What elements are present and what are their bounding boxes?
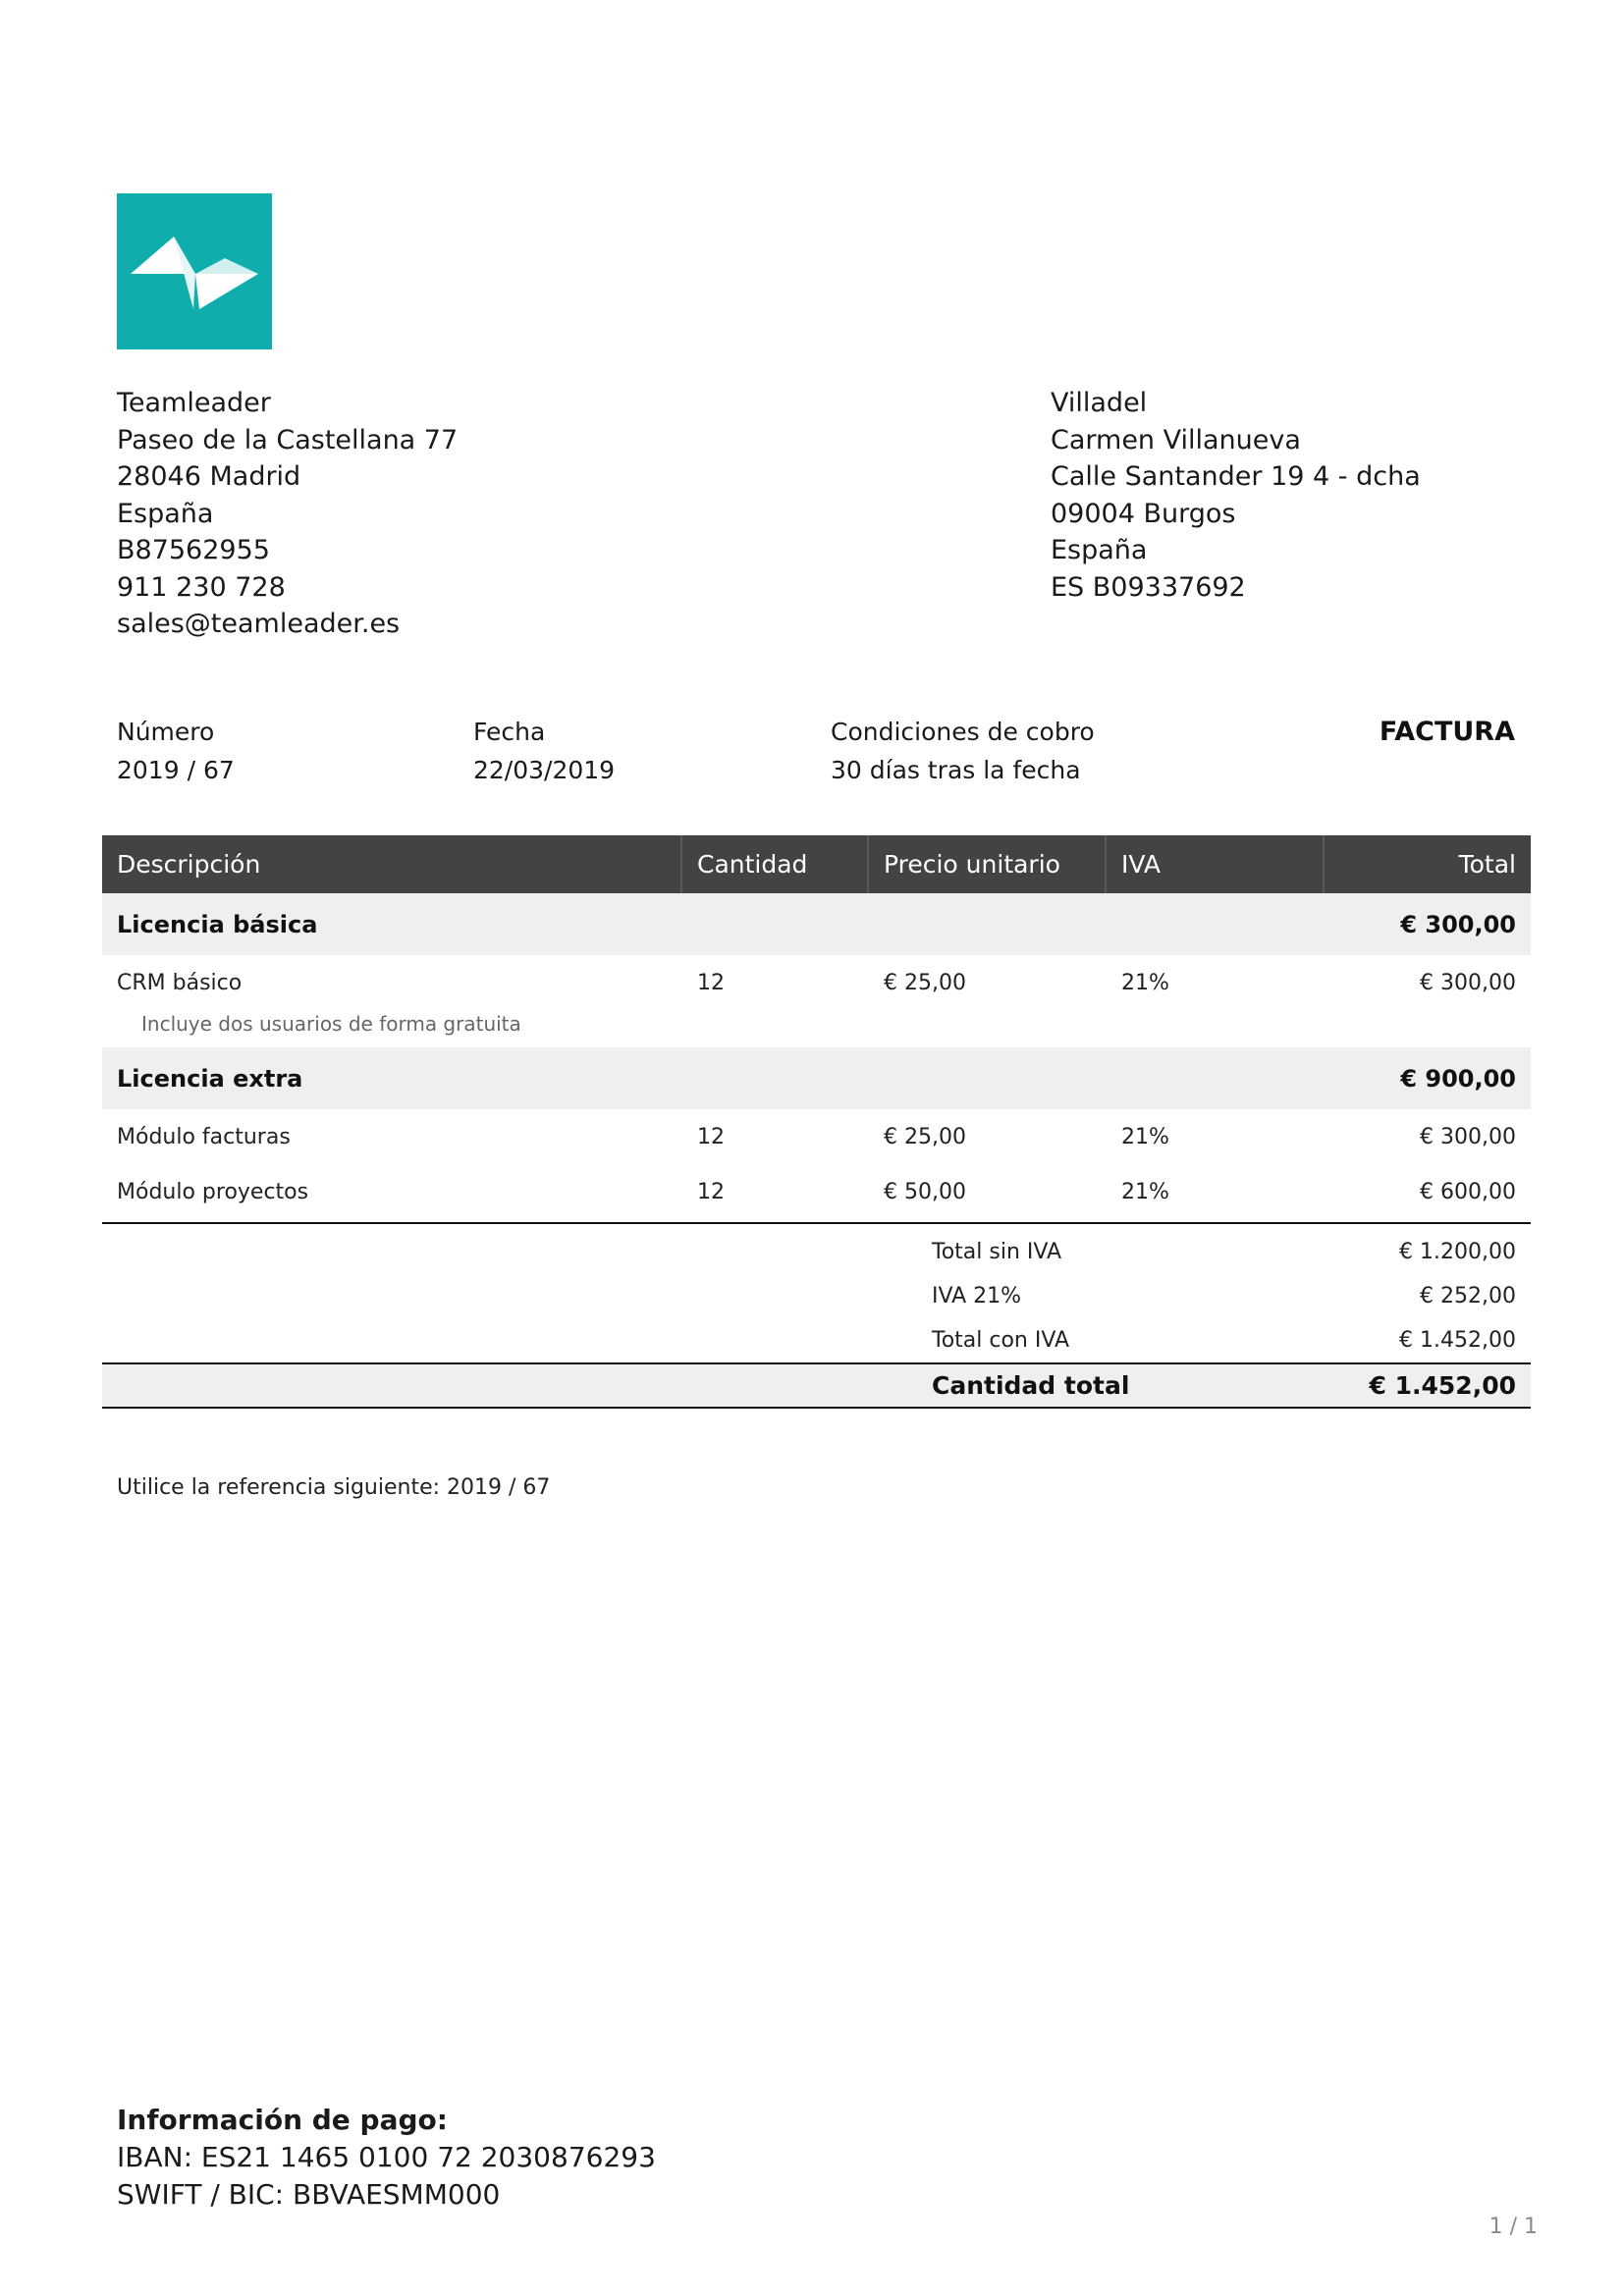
vat-label: IVA 21%: [932, 1284, 1022, 1308]
document-type: FACTURA: [1379, 717, 1515, 747]
item-vat: 21%: [1121, 970, 1169, 995]
table-row: [102, 1109, 1531, 1164]
sender-name: Teamleader: [117, 388, 271, 418]
invoice-date-label: Fecha: [473, 718, 546, 746]
item-unit-price: € 25,00: [884, 970, 966, 995]
totals-block: [102, 1222, 1531, 1409]
recipient-address: [1051, 385, 1421, 606]
sender-email: sales@teamleader.es: [117, 609, 401, 639]
invoice-date-value: 22/03/2019: [473, 756, 616, 784]
grand-total-row: [102, 1362, 1531, 1409]
line-items-table: [102, 835, 1531, 1219]
sender-street: Paseo de la Castellana 77: [117, 424, 459, 455]
table-row: [102, 955, 1531, 1010]
item-description: Módulo proyectos: [117, 1179, 309, 1204]
payment-reference: Utilice la referencia siguiente: 2019 / 67: [117, 1475, 551, 1500]
item-total: € 300,00: [1420, 970, 1516, 995]
item-quantity: 12: [697, 1124, 725, 1149]
column-header-unit-price: Precio unitario: [869, 835, 1107, 893]
item-unit-price: € 25,00: [884, 1124, 966, 1149]
item-total: € 300,00: [1420, 1124, 1516, 1149]
recipient-country: España: [1051, 535, 1148, 565]
payment-terms-value: 30 días tras la fecha: [831, 756, 1081, 784]
item-quantity: 12: [697, 970, 725, 995]
total-with-vat-value: € 1.452,00: [1399, 1328, 1516, 1353]
vat-row: [102, 1274, 1531, 1318]
table-header: [102, 835, 1531, 893]
total-with-vat-row: [102, 1318, 1531, 1362]
column-header-description: Descripción: [102, 835, 682, 893]
swift-bic: SWIFT / BIC: BBVAESMM000: [117, 2178, 501, 2211]
sender-tax-id: B87562955: [117, 535, 270, 565]
invoice-date: [473, 713, 615, 789]
payment-info-title: Información de pago:: [117, 2104, 448, 2136]
subtotal-value: € 1.200,00: [1399, 1240, 1516, 1264]
invoice-number-value: 2019 / 67: [117, 756, 235, 784]
subtotal-label: Total sin IVA: [932, 1240, 1062, 1264]
recipient-street: Calle Santander 19 4 - dcha: [1051, 461, 1421, 492]
item-description: CRM básico: [117, 970, 243, 995]
group-row: [102, 893, 1531, 955]
iban: IBAN: ES21 1465 0100 72 2030876293: [117, 2141, 656, 2173]
payment-terms-label: Condiciones de cobro: [831, 718, 1095, 746]
item-total: € 600,00: [1420, 1179, 1516, 1204]
sender-city: 28046 Madrid: [117, 461, 301, 492]
group-row: [102, 1047, 1531, 1109]
group-total: € 900,00: [1400, 1064, 1516, 1093]
company-logo: [117, 193, 272, 349]
total-with-vat-label: Total con IVA: [932, 1328, 1070, 1353]
column-header-quantity: Cantidad: [682, 835, 869, 893]
item-vat: 21%: [1121, 1124, 1169, 1149]
column-header-vat: IVA: [1107, 835, 1325, 893]
sender-address: [117, 385, 458, 643]
item-vat: 21%: [1121, 1179, 1169, 1204]
group-name: Licencia básica: [117, 910, 318, 938]
payment-info: [117, 2102, 656, 2214]
group-name: Licencia extra: [117, 1064, 303, 1093]
vat-value: € 252,00: [1420, 1284, 1516, 1308]
item-note: Incluye dos usuarios de forma gratuita: [141, 1012, 521, 1036]
grand-total-label: Cantidad total: [932, 1371, 1130, 1400]
item-description: Módulo facturas: [117, 1124, 291, 1149]
paper-plane-icon: [117, 193, 272, 349]
invoice-number: [117, 713, 235, 789]
item-unit-price: € 50,00: [884, 1179, 966, 1204]
group-total: € 300,00: [1400, 910, 1516, 938]
recipient-contact: Carmen Villanueva: [1051, 424, 1301, 455]
recipient-city: 09004 Burgos: [1051, 498, 1236, 529]
invoice-number-label: Número: [117, 718, 215, 746]
column-header-total: Total: [1458, 850, 1516, 879]
payment-terms: [831, 713, 1095, 789]
recipient-tax-id: ES B09337692: [1051, 571, 1246, 603]
item-quantity: 12: [697, 1179, 725, 1204]
table-row: [102, 1164, 1531, 1219]
page-number: 1 / 1: [1489, 2215, 1538, 2239]
subtotal-row: [102, 1230, 1531, 1274]
grand-total-value: € 1.452,00: [1369, 1371, 1516, 1400]
recipient-company: Villadel: [1051, 388, 1148, 418]
sender-phone: 911 230 728: [117, 571, 286, 603]
sender-country: España: [117, 498, 214, 529]
